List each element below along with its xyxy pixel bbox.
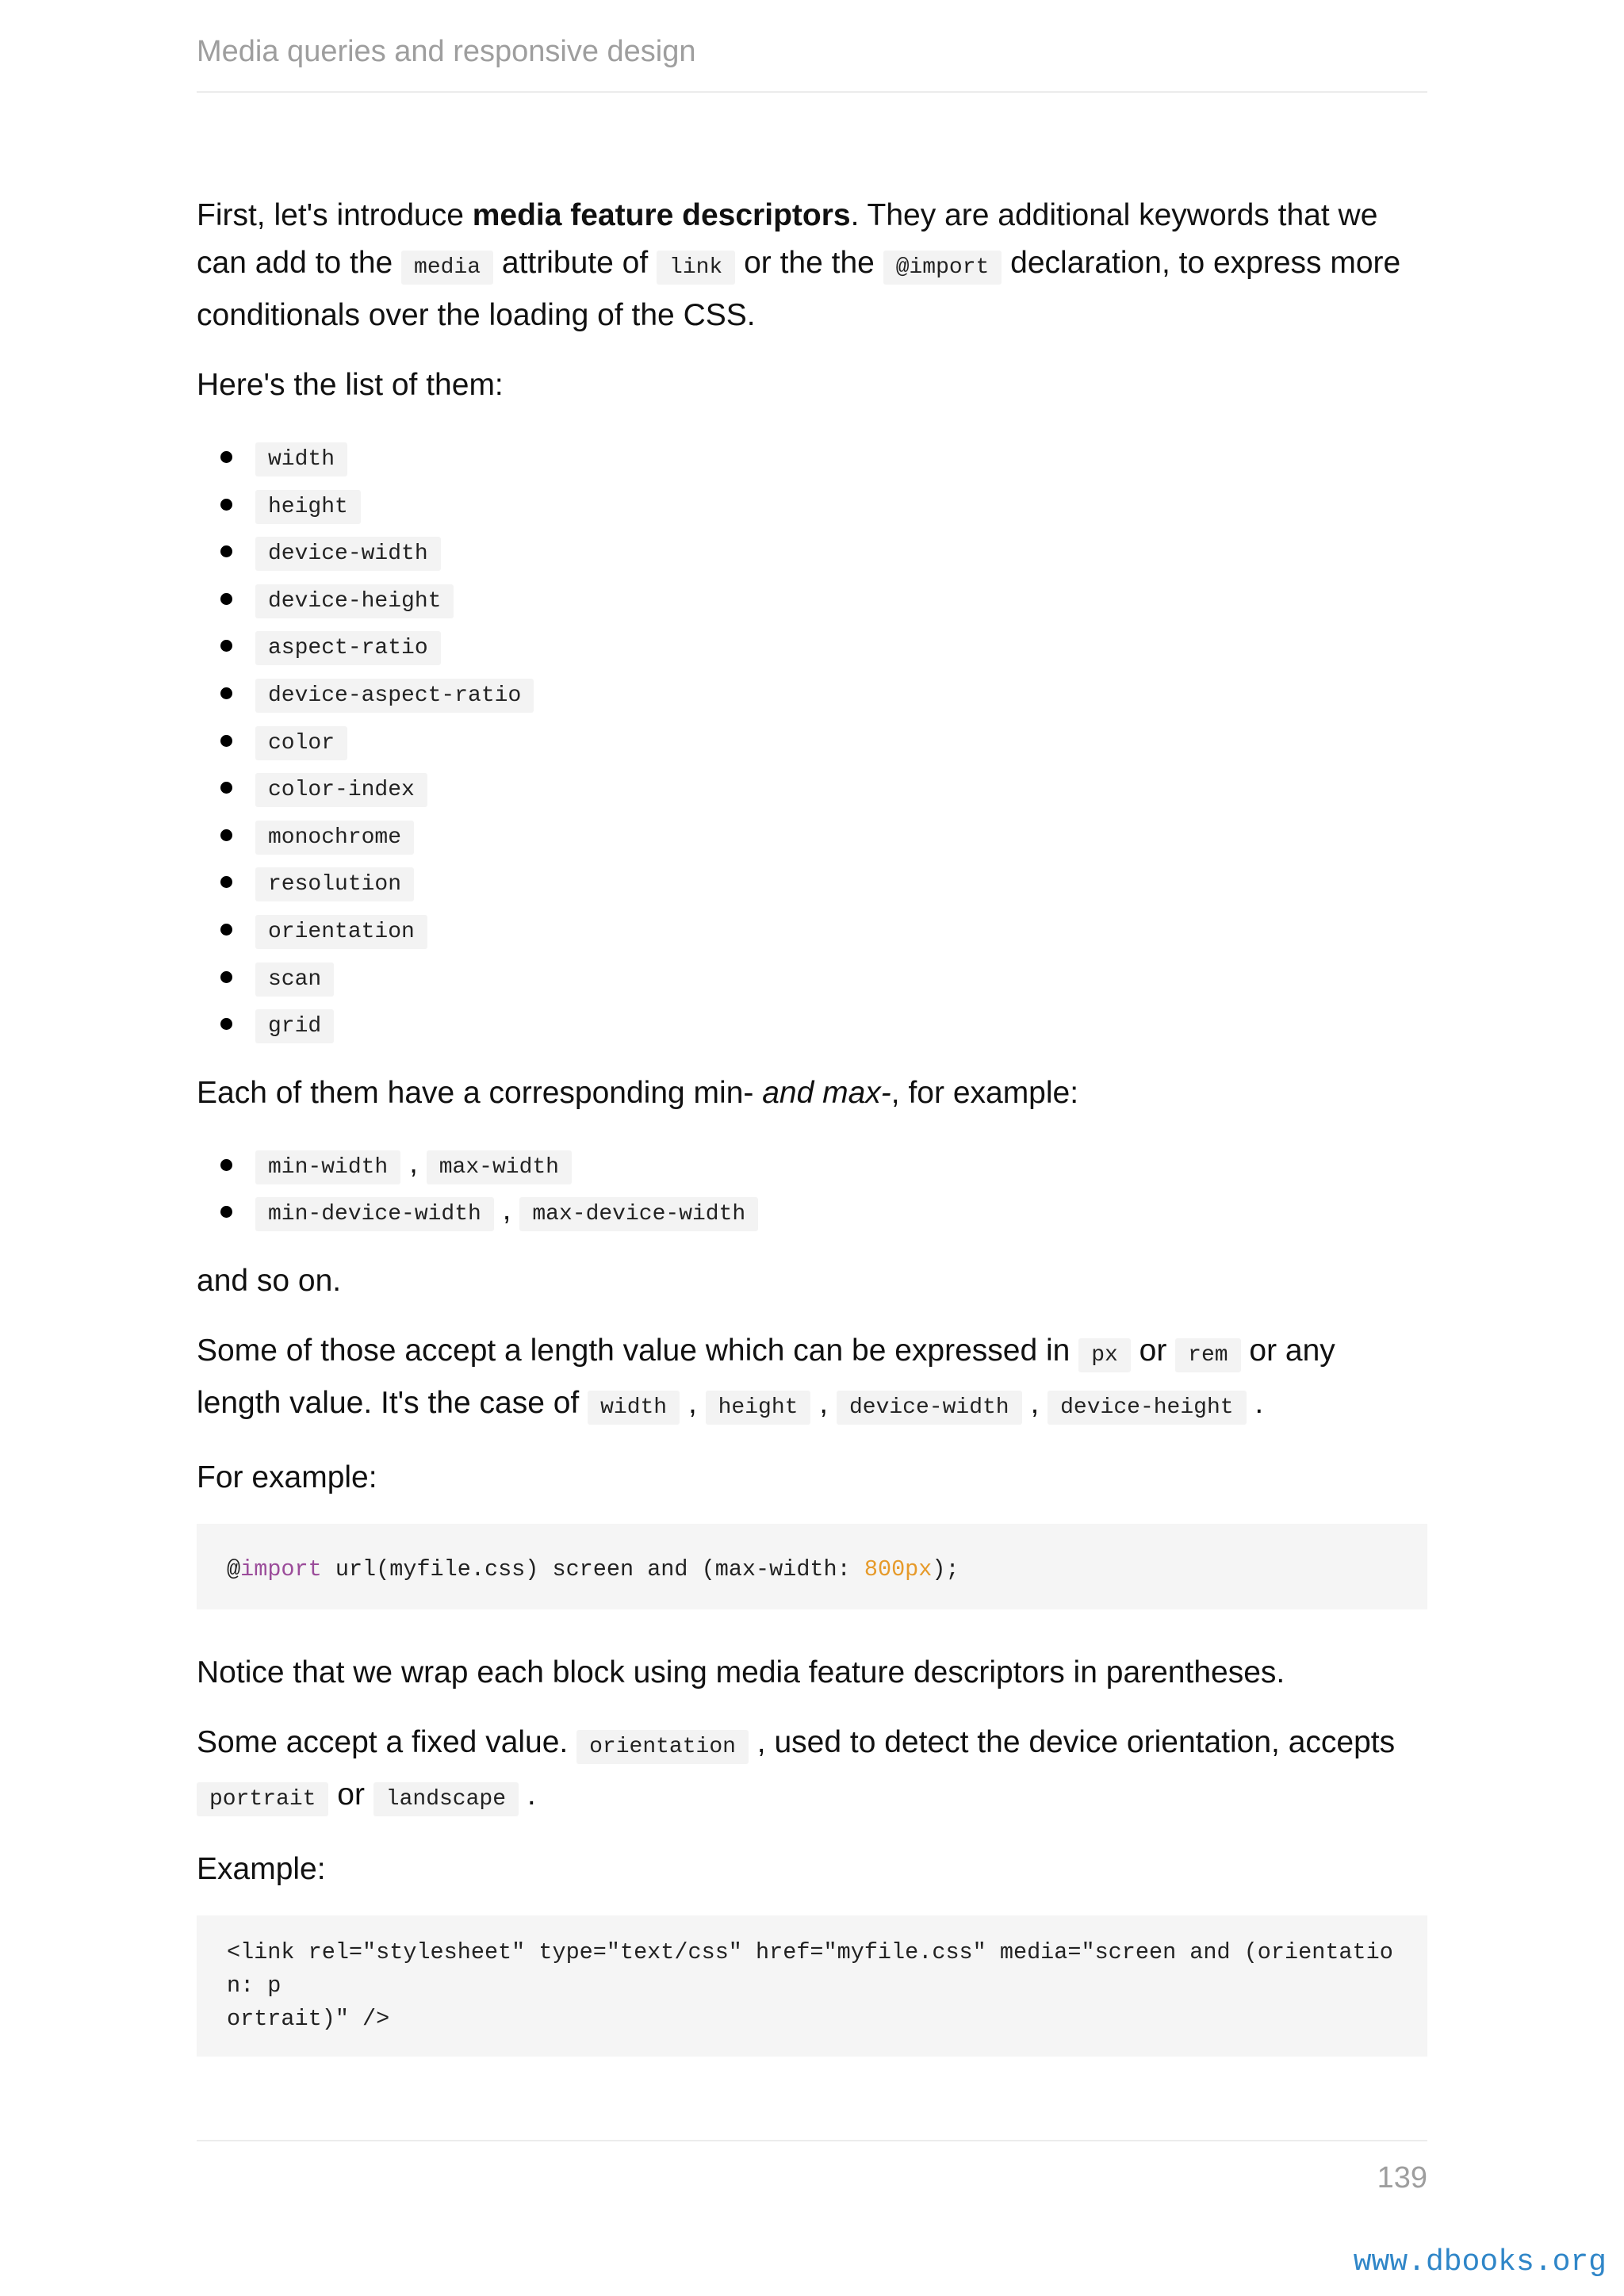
code-middle: url(myfile.css) screen and (max-width:	[321, 1556, 864, 1582]
descriptor-code: resolution	[255, 867, 414, 901]
descriptor-code: device-height	[255, 584, 454, 618]
separator: ,	[1021, 1385, 1048, 1420]
fixed-text-2: , used to detect the device orientation, accepts	[748, 1724, 1396, 1759]
list-item	[255, 1139, 1427, 1187]
bullet-icon	[220, 687, 232, 699]
list-intro: Here's the list of them:	[197, 368, 504, 402]
bullet-icon	[220, 1206, 232, 1218]
list-item	[255, 1186, 1427, 1234]
list-item	[255, 668, 1427, 715]
bullet-icon	[220, 640, 232, 652]
list-item	[255, 856, 1427, 904]
bullet-icon	[220, 829, 232, 841]
minmax-text-1: Each of them have a corresponding min-	[197, 1075, 763, 1110]
minmax-paragraph	[197, 1070, 1427, 1117]
page-number: 139	[1377, 2161, 1427, 2195]
code-keyword: import	[240, 1556, 322, 1582]
bullet-icon	[220, 971, 232, 983]
descriptor-code: color	[255, 726, 347, 760]
bullet-icon	[220, 924, 232, 936]
minmax-code: min-width	[255, 1150, 400, 1184]
intro-text-3: attribute of	[493, 246, 657, 280]
bullet-icon	[220, 593, 232, 605]
list-item	[255, 904, 1427, 951]
list-item	[255, 715, 1427, 763]
intro-text-4: or the the	[735, 246, 883, 280]
code-at: @	[227, 1556, 241, 1582]
fixed-or: or	[328, 1777, 373, 1812]
bullet-icon	[220, 876, 232, 888]
intro-paragraph	[197, 192, 1427, 339]
descriptor-code: grid	[255, 1009, 334, 1043]
minmax-list	[197, 1139, 1427, 1234]
minmax-code: max-width	[427, 1150, 572, 1184]
footer-divider	[197, 2140, 1427, 2141]
descriptor-code: monochrome	[255, 821, 414, 855]
page-content	[197, 192, 1427, 2096]
code-width: width	[588, 1391, 680, 1425]
for-example: For example:	[197, 1460, 377, 1494]
code-import: @import	[883, 251, 1002, 285]
fixed-paragraph	[197, 1719, 1427, 1823]
bullet-icon	[220, 1159, 232, 1171]
separator: ,	[810, 1385, 837, 1420]
intro-text-5: declaration, to express more conditionals over the loading of the CSS.	[197, 246, 1401, 332]
bullet-icon	[220, 499, 232, 511]
descriptor-list	[197, 431, 1427, 1046]
code-block-import	[197, 1524, 1427, 1609]
length-paragraph	[197, 1327, 1427, 1432]
intro-bold-term: media feature descriptors	[472, 198, 851, 232]
list-item	[255, 620, 1427, 668]
separator: ,	[493, 1192, 520, 1227]
length-text-1: Some of those accept a length value which can be expressed in	[197, 1333, 1079, 1368]
intro-text-1: First, let's introduce	[197, 198, 473, 232]
descriptor-code: aspect-ratio	[255, 631, 441, 665]
and-so-on: and so on.	[197, 1263, 342, 1298]
code-link: link	[657, 251, 735, 285]
descriptor-code: height	[255, 490, 361, 524]
example-label: Example:	[197, 1851, 326, 1886]
fixed-text-1: Some accept a fixed value.	[197, 1724, 577, 1759]
minmax-code: min-device-width	[255, 1197, 494, 1231]
fixed-end: .	[519, 1777, 536, 1812]
code-block-link: <link rel="stylesheet" type="text/css" href="myfile.css" media="screen and (orientation: p ortrait)" />	[197, 1915, 1427, 2057]
length-or: or	[1130, 1333, 1176, 1368]
length-end: .	[1246, 1385, 1264, 1420]
list-item	[255, 479, 1427, 526]
code-device-height: device-height	[1048, 1391, 1246, 1425]
list-item	[255, 762, 1427, 809]
list-item	[255, 526, 1427, 573]
descriptor-code: color-index	[255, 773, 427, 807]
descriptor-code: scan	[255, 962, 334, 997]
code-media: media	[401, 251, 493, 285]
minmax-code: max-device-width	[519, 1197, 758, 1231]
minmax-text-2: , for example:	[891, 1075, 1079, 1110]
separator: ,	[680, 1385, 706, 1420]
bullet-icon	[220, 545, 232, 557]
descriptor-code: orientation	[255, 915, 427, 949]
watermark-link[interactable]: www.dbooks.org	[1353, 2245, 1607, 2279]
list-item	[255, 998, 1427, 1046]
code-number: 800px	[864, 1556, 933, 1582]
list-item	[255, 573, 1427, 621]
list-item	[255, 431, 1427, 479]
length-text-2: or any length value. It's the case of	[197, 1333, 1335, 1420]
intro-text-2: . They are additional keywords that we can add to the	[197, 198, 1378, 280]
bullet-icon	[220, 735, 232, 747]
list-item	[255, 809, 1427, 857]
descriptor-code: width	[255, 442, 347, 476]
code-landscape: landscape	[373, 1782, 519, 1816]
minmax-italic: and max-	[762, 1075, 891, 1110]
descriptor-code: device-width	[255, 537, 441, 571]
bullet-icon	[220, 1018, 232, 1030]
list-item	[255, 951, 1427, 999]
bullet-icon	[220, 782, 232, 794]
code-rem: rem	[1175, 1338, 1240, 1372]
bullet-icon	[220, 451, 232, 463]
running-header: Media queries and responsive design	[197, 35, 1427, 93]
code-orientation: orientation	[576, 1730, 749, 1764]
separator: ,	[400, 1145, 427, 1180]
code-device-width: device-width	[837, 1391, 1022, 1425]
code-portrait: portrait	[197, 1782, 328, 1816]
notice-paragraph: Notice that we wrap each block using media feature descriptors in parentheses.	[197, 1655, 1285, 1689]
descriptor-code: device-aspect-ratio	[255, 679, 534, 713]
code-end: );	[932, 1556, 959, 1582]
code-px: px	[1078, 1338, 1131, 1372]
code-height: height	[706, 1391, 811, 1425]
